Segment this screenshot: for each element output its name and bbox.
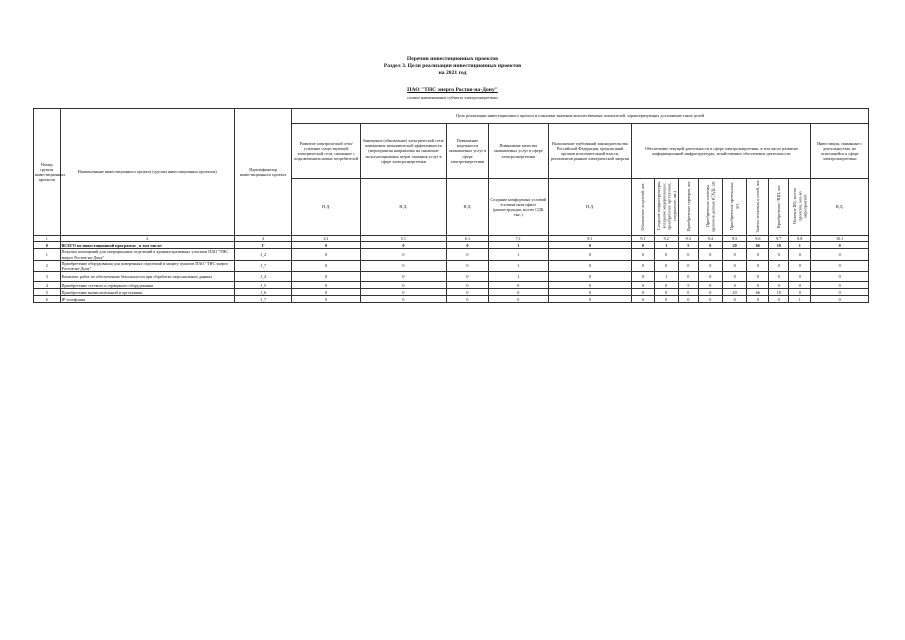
row-value-cell: 1: [789, 242, 811, 249]
row-value-cell: 5: [678, 242, 698, 249]
header-goals-caption: Цель реализации инвестиционного проекта и плановые значения количественных показателей, характеризующих достижение таких целей: [292, 109, 869, 124]
row-value-cell: 0: [488, 282, 548, 289]
row-value-cell: 0: [722, 249, 746, 261]
title-line-3: на 2021 год: [438, 70, 467, 76]
header-goal-5: Выполнение требований законодательства Российской Федерации, предписаний органов исполнительной власти, регламентов рынков электрической энергии: [548, 124, 632, 179]
header-nd: Н.Д.: [548, 179, 632, 236]
row-value-cell: 0: [769, 249, 789, 261]
header-goal-4-indicator: Создание комфортных условий в клиентском офисе (реконструкция, кол-во СДК тыс.): [488, 179, 548, 236]
column-number: 9.6: [747, 236, 769, 242]
row-value-cell: 20: [722, 242, 746, 249]
row-project-name: Покупка помещений для операционных отделений в административных участков ПАО "ТНС энерго Ростов-на-Дону": [60, 249, 234, 261]
row-value-cell: 0: [360, 260, 446, 272]
row-value-cell: 0: [722, 282, 746, 289]
table-row: [34, 249, 869, 261]
row-value-cell: 10: [769, 242, 789, 249]
row-value-cell: 1: [488, 242, 548, 249]
header-goal-7: Инвестиции, связанные с деятельностью, не относящейся к сфере электроэнергетики: [811, 124, 869, 179]
row-project-name: Приобретение вычислительной и оргтехники: [60, 289, 234, 296]
row-value-cell: 0: [360, 282, 446, 289]
row-value-cell: 0: [292, 272, 360, 282]
row-project-name: IP телефония: [60, 296, 234, 303]
row-value-cell: 10: [769, 289, 789, 296]
row-value-cell: 0: [360, 272, 446, 282]
row-project-name: Приобретение сетевого и серверного оборудования: [60, 282, 234, 289]
row-project-id: J_7: [234, 260, 291, 272]
table-row: [34, 282, 869, 289]
row-value-cell: 0: [632, 260, 654, 272]
row-value-cell: 0: [292, 289, 360, 296]
header-goal-3: Повышение надежности оказываемых услуг в сфере электроэнергетики: [446, 124, 488, 179]
row-value-cell: 0: [654, 296, 678, 303]
row-value-cell: 0: [654, 249, 678, 261]
row-value-cell: 0: [769, 296, 789, 303]
table-row: [34, 272, 869, 282]
row-value-cell: 0: [698, 296, 722, 303]
row-group-number: 6: [34, 296, 61, 303]
row-value-cell: 0: [722, 296, 746, 303]
row-value-cell: 0: [548, 282, 632, 289]
table-row: [34, 289, 869, 296]
table-row: [34, 242, 869, 249]
row-value-cell: 0: [698, 289, 722, 296]
column-number: 9.3: [678, 236, 698, 242]
row-project-name: ВСЕГО по инвестиционной программе , в том числе:: [60, 242, 234, 249]
row-value-cell: 0: [292, 249, 360, 261]
column-number: 9.2: [654, 236, 678, 242]
row-value-cell: 0: [360, 289, 446, 296]
row-group-number: 3: [34, 272, 61, 282]
header-goal-6: Обеспечение текущей деятельности в сфере электроэнергетики, в том числе развитие информационной инфраструктуры, хозяйственное обеспечение деятельности: [632, 124, 811, 179]
row-value-cell: 0: [446, 242, 488, 249]
row-value-cell: 0: [747, 296, 769, 303]
row-value-cell: 0: [292, 282, 360, 289]
row-value-cell: 0: [654, 282, 678, 289]
organization-name: ПАО "ТНС энерго Ростов-на-Дону": [407, 87, 498, 93]
header-indicator-9-2: Создание инфраструктуры, (создание модернизации: приобретение оргтехники, соединение, шт.): [654, 179, 678, 236]
header-goal-4: Повышение качества оказываемых услуг в сфере электроэнергетики: [488, 124, 548, 179]
row-project-id: J_5: [234, 282, 291, 289]
row-value-cell: 0: [769, 272, 789, 282]
row-value-cell: 0: [446, 260, 488, 272]
row-value-cell: 0: [488, 296, 548, 303]
row-group-number: 2: [34, 260, 61, 272]
row-value-cell: 0: [632, 242, 654, 249]
row-value-cell: 0: [654, 289, 678, 296]
row-value-cell: 0: [811, 249, 869, 261]
header-group-number: Номер группы инвестиционных проектов: [34, 109, 61, 236]
row-value-cell: 0: [360, 242, 446, 249]
row-value-cell: 0: [678, 260, 698, 272]
row-value-cell: 0: [811, 289, 869, 296]
title-line-1: Перечни инвестиционных проектов: [406, 56, 499, 62]
header-nd: Н.Д.: [811, 179, 869, 236]
header-indicator-9-7: Приобретение ЭЦП, шт.: [769, 179, 789, 236]
row-value-cell: 0: [292, 296, 360, 303]
row-value-cell: 0: [632, 289, 654, 296]
row-value-cell: 1: [789, 296, 811, 303]
header-nd: Н.Д.: [292, 179, 360, 236]
row-value-cell: 20: [722, 289, 746, 296]
row-value-cell: 0: [811, 296, 869, 303]
row-value-cell: 0: [488, 289, 548, 296]
column-number: 7.1: [488, 236, 548, 242]
row-project-id: J_2: [234, 249, 291, 261]
row-value-cell: 0: [446, 249, 488, 261]
header-indicator-9-4: Приобретение системы хранения данных (СХД), шт.: [698, 179, 722, 236]
row-value-cell: 0: [747, 272, 769, 282]
row-value-cell: 0: [811, 260, 869, 272]
column-number: 2: [60, 236, 234, 242]
column-number: 5.1: [360, 236, 446, 242]
row-value-cell: 0: [769, 260, 789, 272]
row-project-id: J_7: [234, 296, 291, 303]
row-value-cell: 0: [698, 282, 722, 289]
row-value-cell: 1: [488, 272, 548, 282]
row-group-number: 4: [34, 282, 61, 289]
column-number: 6.1: [446, 236, 488, 242]
row-value-cell: 0: [548, 296, 632, 303]
column-number: 9.5: [722, 236, 746, 242]
row-value-cell: 0: [360, 296, 446, 303]
row-value-cell: 0: [632, 282, 654, 289]
row-value-cell: 66: [747, 242, 769, 249]
row-value-cell: 1: [654, 272, 678, 282]
table-row: [34, 296, 869, 303]
column-number: 9.4: [698, 236, 722, 242]
header-nd: Н.Д.: [446, 179, 488, 236]
header-indicator-9-1: Обновление лицензий, шт.: [632, 179, 654, 236]
investment-goals-table: [33, 108, 869, 303]
row-value-cell: 0: [698, 249, 722, 261]
row-value-cell: 0: [548, 272, 632, 282]
row-value-cell: 0: [698, 272, 722, 282]
table-body: [34, 242, 869, 303]
row-value-cell: 0: [811, 242, 869, 249]
row-value-cell: 0: [722, 260, 746, 272]
row-value-cell: 0: [722, 272, 746, 282]
row-value-cell: 0: [747, 260, 769, 272]
row-value-cell: 0: [789, 272, 811, 282]
header-project-id: Идентификатор инвестиционного проекта: [234, 109, 291, 236]
column-number: 4.1: [292, 236, 360, 242]
row-value-cell: 0: [292, 242, 360, 249]
row-value-cell: 0: [747, 282, 769, 289]
table-row: [34, 260, 869, 272]
row-value-cell: 0: [789, 260, 811, 272]
column-number: 9.8: [789, 236, 811, 242]
column-number: 8.1: [548, 236, 632, 242]
row-value-cell: 0: [789, 249, 811, 261]
row-group-number: 0: [34, 242, 61, 249]
row-value-cell: 0: [292, 260, 360, 272]
row-value-cell: 5: [678, 282, 698, 289]
header-nd: Н.Д.: [360, 179, 446, 236]
row-value-cell: 0: [548, 249, 632, 261]
organization-caption: полное наименование субъекта электроэнергетики: [407, 95, 498, 100]
row-value-cell: 0: [446, 289, 488, 296]
row-project-name: Приобретение оборудования для поверенных отделений в защиту пунктов ПАО "ТНС энерго Ростов-на-Дону": [60, 260, 234, 272]
row-value-cell: 0: [632, 249, 654, 261]
row-value-cell: 0: [548, 242, 632, 249]
row-value-cell: 1: [488, 249, 548, 261]
row-project-name: Комплекс работ по обеспечению безопасности при обработке персональных данных: [60, 272, 234, 282]
row-value-cell: 0: [446, 272, 488, 282]
row-value-cell: 0: [446, 296, 488, 303]
column-number: 10.1: [811, 236, 869, 242]
row-project-id: Г: [234, 242, 291, 249]
row-value-cell: 0: [360, 249, 446, 261]
row-value-cell: 0: [811, 272, 869, 282]
row-group-number: 5: [34, 289, 61, 296]
row-value-cell: 1: [488, 260, 548, 272]
column-number: 9.1: [632, 236, 654, 242]
row-value-cell: 0: [769, 282, 789, 289]
row-value-cell: 0: [698, 260, 722, 272]
column-number: 1: [34, 236, 61, 242]
header-indicator-9-3: Приобретение серверов, шт.: [678, 179, 698, 236]
row-value-cell: 0: [678, 296, 698, 303]
header-indicator-9-5: Приобретение оргтехники, шт.: [722, 179, 746, 236]
row-value-cell: 1: [654, 242, 678, 249]
header-goal-2: Замещение (обновление) электрической сети/повышение экономической эффективности (мероприятия направлены на снижение эксплуатационных затрат оказания услуг в сфере электроэнергетики: [360, 124, 446, 179]
row-value-cell: 0: [548, 260, 632, 272]
header-project-name: Наименование инвестиционного проекта (группы инвестиционных проектов): [60, 109, 234, 236]
row-value-cell: 0: [654, 260, 678, 272]
row-value-cell: 0: [789, 289, 811, 296]
row-value-cell: 0: [698, 242, 722, 249]
row-value-cell: 0: [811, 282, 869, 289]
row-value-cell: 0: [678, 289, 698, 296]
row-group-number: 1: [34, 249, 61, 261]
title-line-2: Раздел 3. Цели реализации инвестиционных проектов: [383, 63, 522, 69]
row-project-id: J_4: [234, 272, 291, 282]
header-indicator-9-8: Наличие ПО, кол-во проектов, кол-во мероприятий: [789, 179, 811, 236]
row-value-cell: 0: [747, 249, 769, 261]
row-value-cell: 0: [632, 272, 654, 282]
row-project-id: J_6: [234, 289, 291, 296]
row-value-cell: 0: [548, 289, 632, 296]
header-indicator-9-6: Замена тепловых и сетей, шт.: [747, 179, 769, 236]
row-value-cell: 0: [789, 282, 811, 289]
row-value-cell: 0: [446, 282, 488, 289]
row-value-cell: 0: [678, 272, 698, 282]
header-goal-1: Развитие электрической сети/усиление существующей электрической сети, связанное с подключением новых потребителей: [292, 124, 360, 179]
row-value-cell: 0: [678, 249, 698, 261]
row-value-cell: 0: [632, 296, 654, 303]
row-value-cell: 66: [747, 289, 769, 296]
column-number: 9.7: [769, 236, 789, 242]
column-number: 3: [234, 236, 291, 242]
